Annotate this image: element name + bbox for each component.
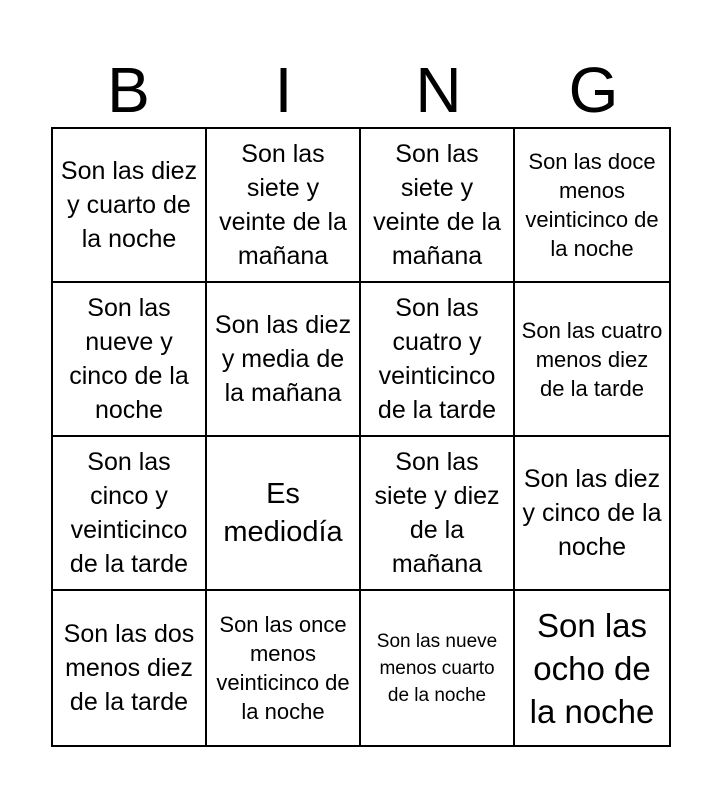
cell-text: Son las cuatro menos diez de la tarde (521, 317, 663, 401)
bingo-cell[interactable] (515, 129, 669, 283)
header-letter-g: G (568, 54, 619, 126)
cell-text: Son las siete y veinte de la mañana (373, 140, 501, 270)
bingo-cell[interactable] (361, 129, 515, 283)
bingo-cell[interactable] (361, 591, 515, 745)
bingo-cell[interactable] (53, 283, 207, 437)
bingo-cell[interactable] (53, 437, 207, 591)
bingo-cell[interactable] (361, 283, 515, 437)
cell-text: Son las doce menos veinticinco de la noche (525, 149, 659, 261)
bingo-cell[interactable] (515, 283, 669, 437)
bingo-cell[interactable] (361, 437, 515, 591)
bingo-header (51, 52, 671, 128)
bingo-cell[interactable] (207, 129, 361, 283)
cell-text: Es mediodía (223, 478, 343, 548)
cell-text: Son las ocho de la noche (529, 606, 655, 730)
cell-text: Son las siete y veinte de la mañana (219, 140, 347, 270)
bingo-cell[interactable] (515, 437, 669, 591)
cell-text: Son las nueve y cinco de la noche (69, 294, 189, 424)
cell-text: Son las cuatro y veinticinco de la tarde (377, 294, 497, 424)
cell-text: Son las siete y diez de la mañana (374, 448, 500, 578)
cell-text: Son las diez y cinco de la noche (522, 465, 662, 561)
bingo-cell[interactable] (515, 591, 669, 745)
cell-text: Son las dos menos diez de la tarde (63, 620, 195, 716)
cell-text: Son las cinco y veinticinco de la tarde (69, 448, 189, 578)
header-letter-i: I (274, 54, 293, 126)
cell-text: Son las diez y media de la mañana (214, 311, 352, 407)
bingo-grid (51, 127, 671, 747)
bingo-cell[interactable] (207, 283, 361, 437)
header-letter-b: B (107, 54, 150, 126)
cell-text: Son las diez y cuarto de la noche (60, 157, 198, 253)
bingo-cell[interactable] (53, 129, 207, 283)
cell-text: Son las once menos veinticinco de la noche (216, 612, 350, 724)
header-letter-n: N (415, 54, 462, 126)
bingo-cell-center[interactable] (207, 437, 361, 591)
bingo-cell[interactable] (53, 591, 207, 745)
bingo-cell[interactable] (207, 591, 361, 745)
cell-text: Son las nueve menos cuarto de la noche (376, 630, 498, 706)
